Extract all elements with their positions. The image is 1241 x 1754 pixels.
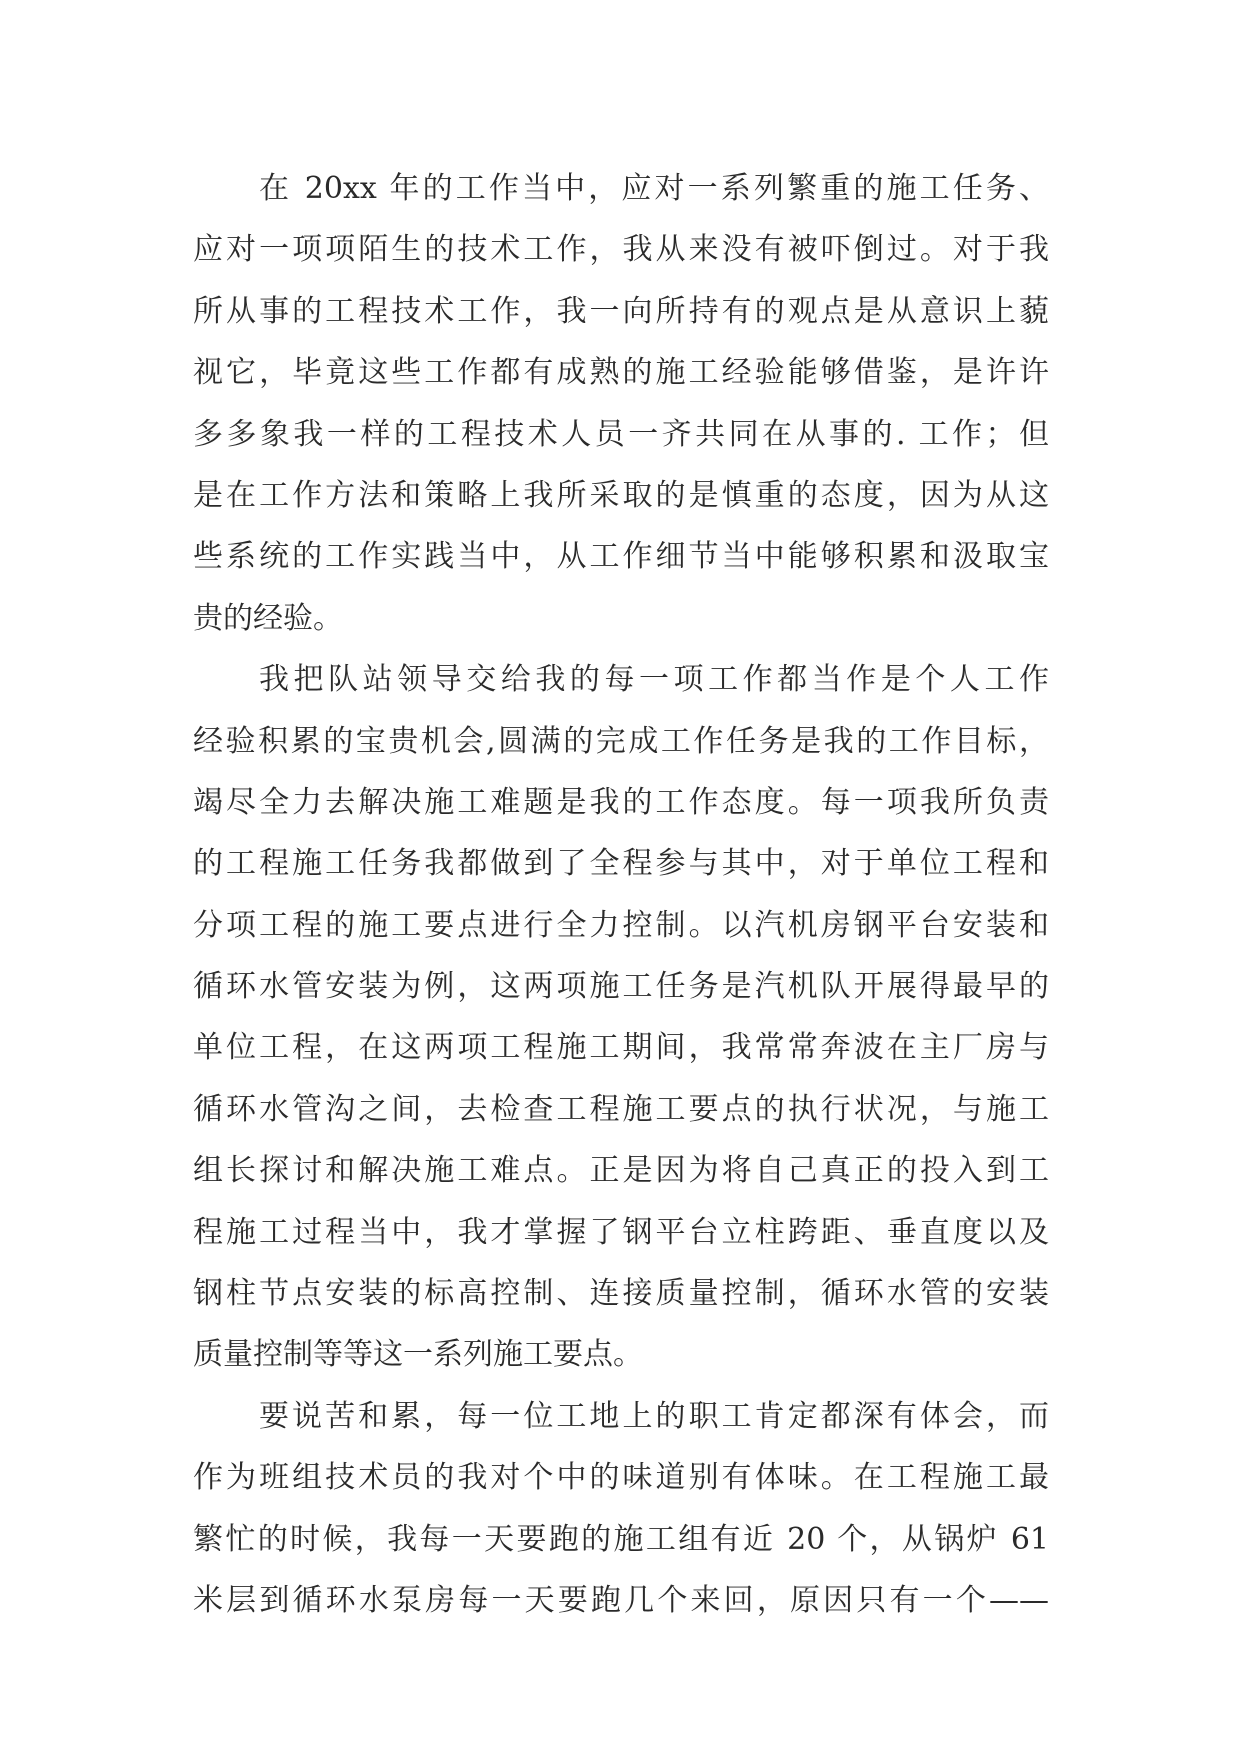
paragraph-2 xyxy=(193,649,1049,1386)
document-body xyxy=(193,158,1049,1631)
text-line: 繁忙的时候，我每一天要跑的施工组有近 20 个，从锅炉 61 xyxy=(193,1521,1049,1557)
text-line: 单位工程，在这两项工程施工期间，我常常奔波在主厂房与 xyxy=(193,1030,1049,1066)
text-line: 循环水管安装为例，这两项施工任务是汽机队开展得最早的 xyxy=(193,969,1049,1005)
paragraph-1 xyxy=(193,158,1049,649)
text-line: 多多象我一样的工程技术人员一齐共同在从事的. 工作；但 xyxy=(193,416,1049,452)
text-line: 的工程施工任务我都做到了全程参与其中，对于单位工程和 xyxy=(193,846,1049,882)
paragraph-3 xyxy=(193,1386,1049,1632)
text-line: 米层到循环水泵房每一天要跑几个来回，原因只有一个—— xyxy=(193,1582,1049,1618)
text-line: 应对一项项陌生的技术工作，我从来没有被吓倒过。对于我 xyxy=(193,232,1049,268)
text-line: 竭尽全力去解决施工难题是我的工作态度。每一项我所负责 xyxy=(193,784,1049,820)
text-line: 贵的经验。 xyxy=(193,600,343,636)
text-line: 是在工作方法和策略上我所采取的是慎重的态度，因为从这 xyxy=(193,477,1049,513)
text-line: 要说苦和累，每一位工地上的职工肯定都深有体会，而 xyxy=(259,1398,1049,1434)
text-line: 钢柱节点安装的标高控制、连接质量控制，循环水管的安装 xyxy=(193,1276,1049,1312)
text-line: 经验积累的宝贵机会,圆满的完成工作任务是我的工作目标， xyxy=(193,723,1049,759)
text-line: 质量控制等等这一系列施工要点。 xyxy=(193,1337,643,1373)
text-line: 些系统的工作实践当中，从工作细节当中能够积累和汲取宝 xyxy=(193,539,1049,575)
text-line: 组长探讨和解决施工难点。正是因为将自己真正的投入到工 xyxy=(193,1153,1049,1189)
text-line: 在 20xx 年的工作当中，应对一系列繁重的施工任务、 xyxy=(259,171,1049,206)
text-line: 分项工程的施工要点进行全力控制。以汽机房钢平台安装和 xyxy=(193,907,1049,943)
text-line: 视它，毕竟这些工作都有成熟的施工经验能够借鉴，是许许 xyxy=(193,355,1049,391)
text-line: 我把队站领导交给我的每一项工作都当作是个人工作 xyxy=(259,662,1049,698)
text-line: 作为班组技术员的我对个中的味道别有体味。在工程施工最 xyxy=(193,1460,1049,1496)
text-line: 程施工过程当中，我才掌握了钢平台立柱跨距、垂直度以及 xyxy=(193,1214,1049,1250)
text-line: 所从事的工程技术工作，我一向所持有的观点是从意识上藐 xyxy=(193,293,1049,329)
text-line: 循环水管沟之间，去检查工程施工要点的执行状况，与施工 xyxy=(193,1091,1049,1127)
